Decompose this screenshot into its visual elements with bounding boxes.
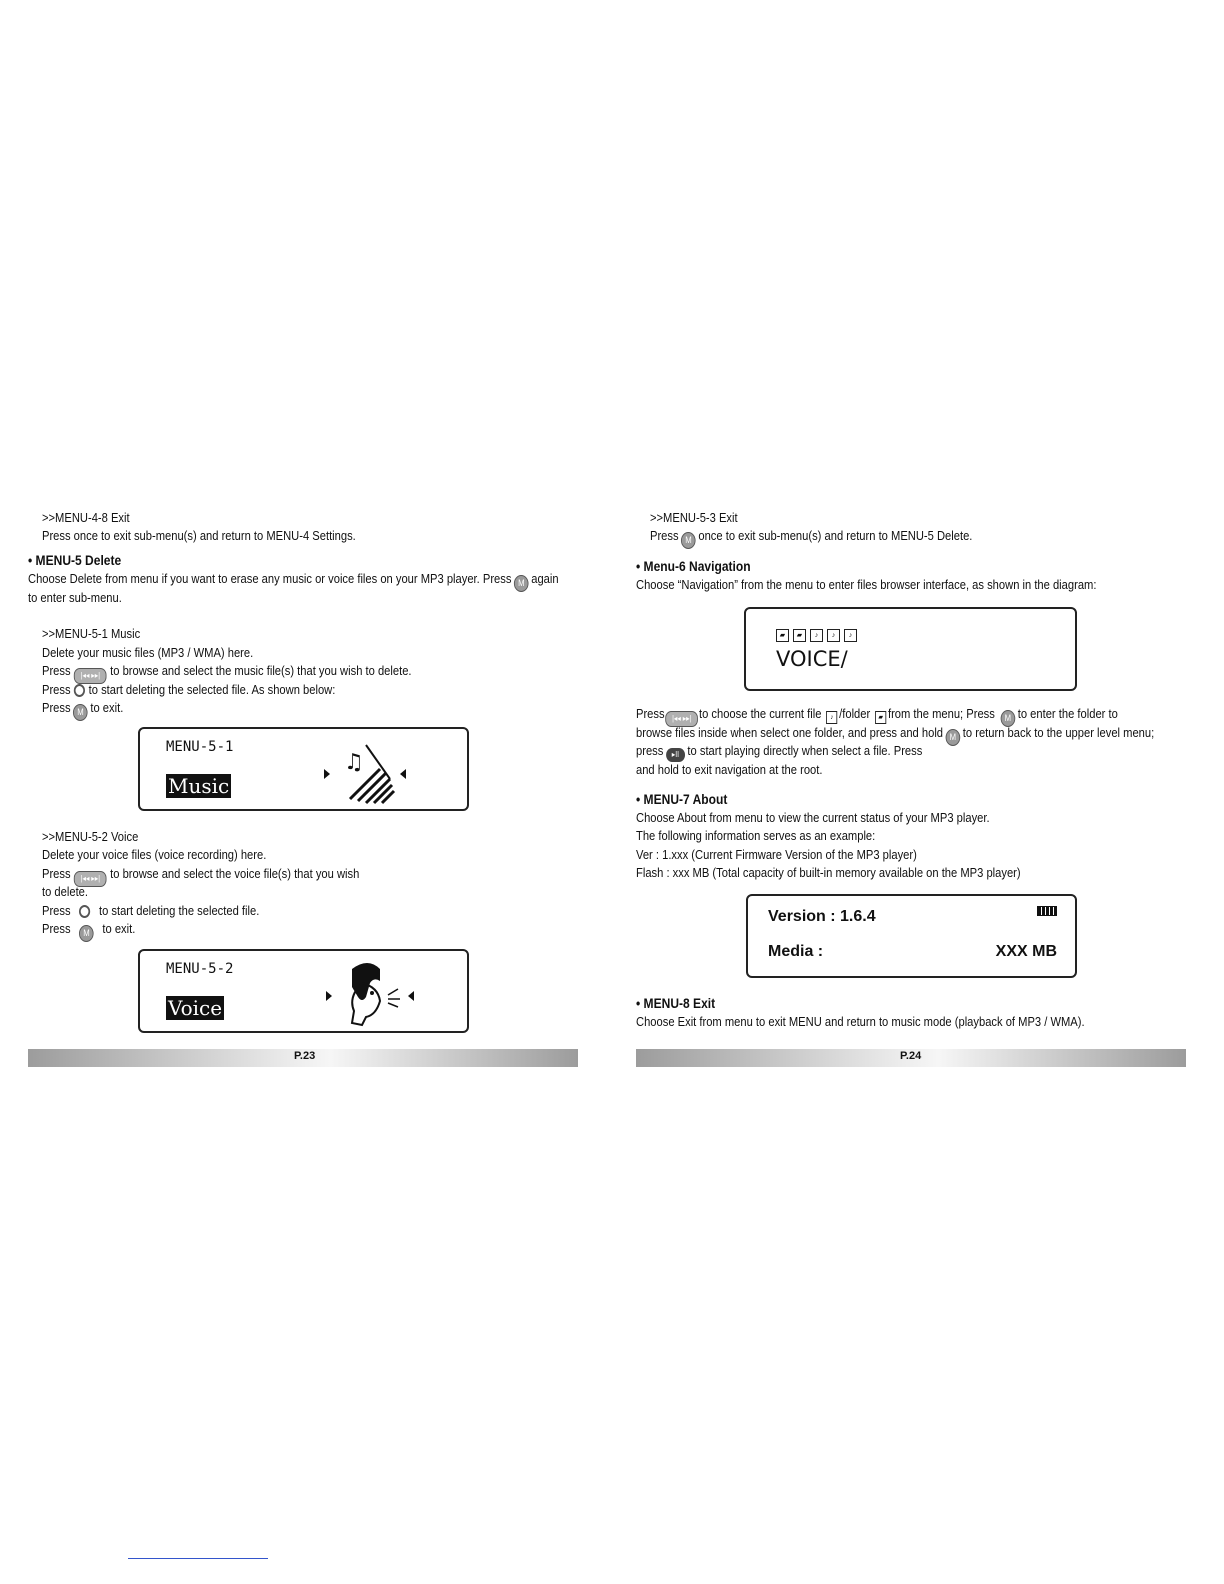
menu-5-text-line1: Choose Delete from menu if you want to erase any music or voice files on your MP3 player. Press M again: [28, 570, 559, 592]
nav-button-icon: |◂◂ ▸▸|: [74, 871, 107, 887]
menu-6-text: Choose “Navigation” from the menu to enter files browser interface, as shown in the diagram:: [636, 577, 1097, 592]
m-button-icon: M: [681, 532, 696, 549]
file-icon: ♪: [826, 711, 837, 724]
menu-5-1-title: >>MENU-5-1 Music: [42, 626, 141, 641]
lcd-title: MENU-5-1: [166, 739, 234, 755]
menu-5-1-line1: Delete your music files (MP3 / WMA) here.: [42, 645, 254, 660]
menu-5-2-line3: to delete.: [42, 884, 89, 899]
m-button-icon: M: [946, 729, 961, 746]
menu-8-heading: • MENU-8 Exit: [636, 995, 716, 1011]
menu-7-heading: • MENU-7 About: [636, 791, 728, 807]
lcd-navigation-screen: [744, 607, 1077, 691]
lcd-selected-label: Music: [168, 774, 230, 798]
record-button-icon: [79, 905, 90, 918]
lcd-path: VOICE/: [776, 647, 848, 671]
nav-text-line1: Press |◂◂ ▸▸| to choose the current file ♪ /folder ▰ from the menu; Press M to enter the folder to: [636, 705, 1118, 727]
menu-4-8-title: >>MENU-4-8 Exit: [42, 510, 130, 525]
folder-icon: ▰: [793, 629, 806, 642]
lcd-voice-screen: [138, 949, 469, 1033]
menu-5-3-text: Press M once to exit sub-menu(s) and return to MENU-5 Delete.: [650, 527, 972, 549]
lcd-nav-icons: [774, 623, 859, 642]
menu-5-2-line5: Press M to exit.: [42, 920, 135, 942]
menu-5-2-line4: Press to start deleting the selected file.: [42, 903, 260, 918]
menu-5-2-title: >>MENU-5-2 Voice: [42, 829, 139, 844]
lcd-media-label: Media :: [768, 943, 824, 960]
menu-5-1-line3: Press to start deleting the selected file. As shown below:: [42, 682, 336, 697]
record-button-icon: [74, 684, 85, 697]
menu-5-text-line2: to enter sub-menu.: [28, 590, 122, 605]
link-underline: [128, 1558, 268, 1559]
menu-5-2-line2: Press |◂◂ ▸▸| to browse and select the voice file(s) that you wish: [42, 865, 359, 887]
lcd-media-size: XXX MB: [995, 943, 1057, 960]
menu-5-1-line4: Press M to exit.: [42, 699, 123, 721]
menu-6-heading: • Menu-6 Navigation: [636, 558, 751, 574]
nav-text-line3: press ▸II to start playing directly when select a file. Press: [636, 742, 922, 762]
svg-text:♫: ♫: [344, 750, 364, 775]
nav-button-icon: |◂◂ ▸▸|: [665, 711, 698, 727]
nav-text-line4: and hold to exit navigation at the root.: [636, 762, 823, 777]
m-button-icon: M: [79, 925, 94, 942]
folder-icon: ▰: [875, 711, 886, 724]
file-icon: ♪: [844, 629, 857, 642]
menu-8-text: Choose Exit from menu to exit MENU and return to music mode (playback of MP3 / WMA).: [636, 1014, 1085, 1029]
voice-face-icon: [322, 957, 418, 1029]
menu-7-line1: Choose About from menu to view the current status of your MP3 player.: [636, 810, 990, 825]
m-button-icon: M: [1001, 710, 1016, 727]
file-icon: ♪: [827, 629, 840, 642]
menu-5-2-line1: Delete your voice files (voice recording) here.: [42, 847, 267, 862]
menu-4-8-text: Press once to exit sub-menu(s) and return to MENU-4 Settings.: [42, 528, 356, 543]
menu-5-3-title: >>MENU-5-3 Exit: [650, 510, 738, 525]
menu-5-1-line2: Press |◂◂ ▸▸| to browse and select the music file(s) that you wish to delete.: [42, 662, 412, 684]
play-pause-button-icon: ▸II: [666, 748, 685, 762]
file-icon: ♪: [810, 629, 823, 642]
m-button-icon: M: [514, 575, 529, 592]
menu-5-heading: • MENU-5 Delete: [28, 552, 122, 568]
page-number: P.23: [294, 1050, 316, 1062]
battery-icon: [1037, 906, 1057, 916]
menu-7-line3: Ver : 1.xxx (Current Firmware Version of the MP3 player): [636, 847, 917, 862]
lcd-music-screen: [138, 727, 469, 811]
lcd-version: Version : 1.6.4: [768, 908, 876, 925]
nav-button-icon: |◂◂ ▸▸|: [74, 668, 107, 684]
lcd-title: MENU-5-2: [166, 961, 234, 977]
nav-text-line2: browse files inside when select one folder, and press and hold M to return back to the upper level menu;: [636, 724, 1154, 746]
music-note-icon: [320, 739, 410, 805]
m-button-icon: M: [73, 704, 88, 721]
menu-7-line4: Flash : xxx MB (Total capacity of built-in memory available on the MP3 player): [636, 865, 1021, 880]
lcd-selected-label: Voice: [168, 996, 223, 1020]
menu-7-line2: The following information serves as an example:: [636, 828, 876, 843]
folder-icon: ▰: [776, 629, 789, 642]
lcd-about-screen: [746, 894, 1077, 978]
page-number: P.24: [900, 1050, 922, 1062]
